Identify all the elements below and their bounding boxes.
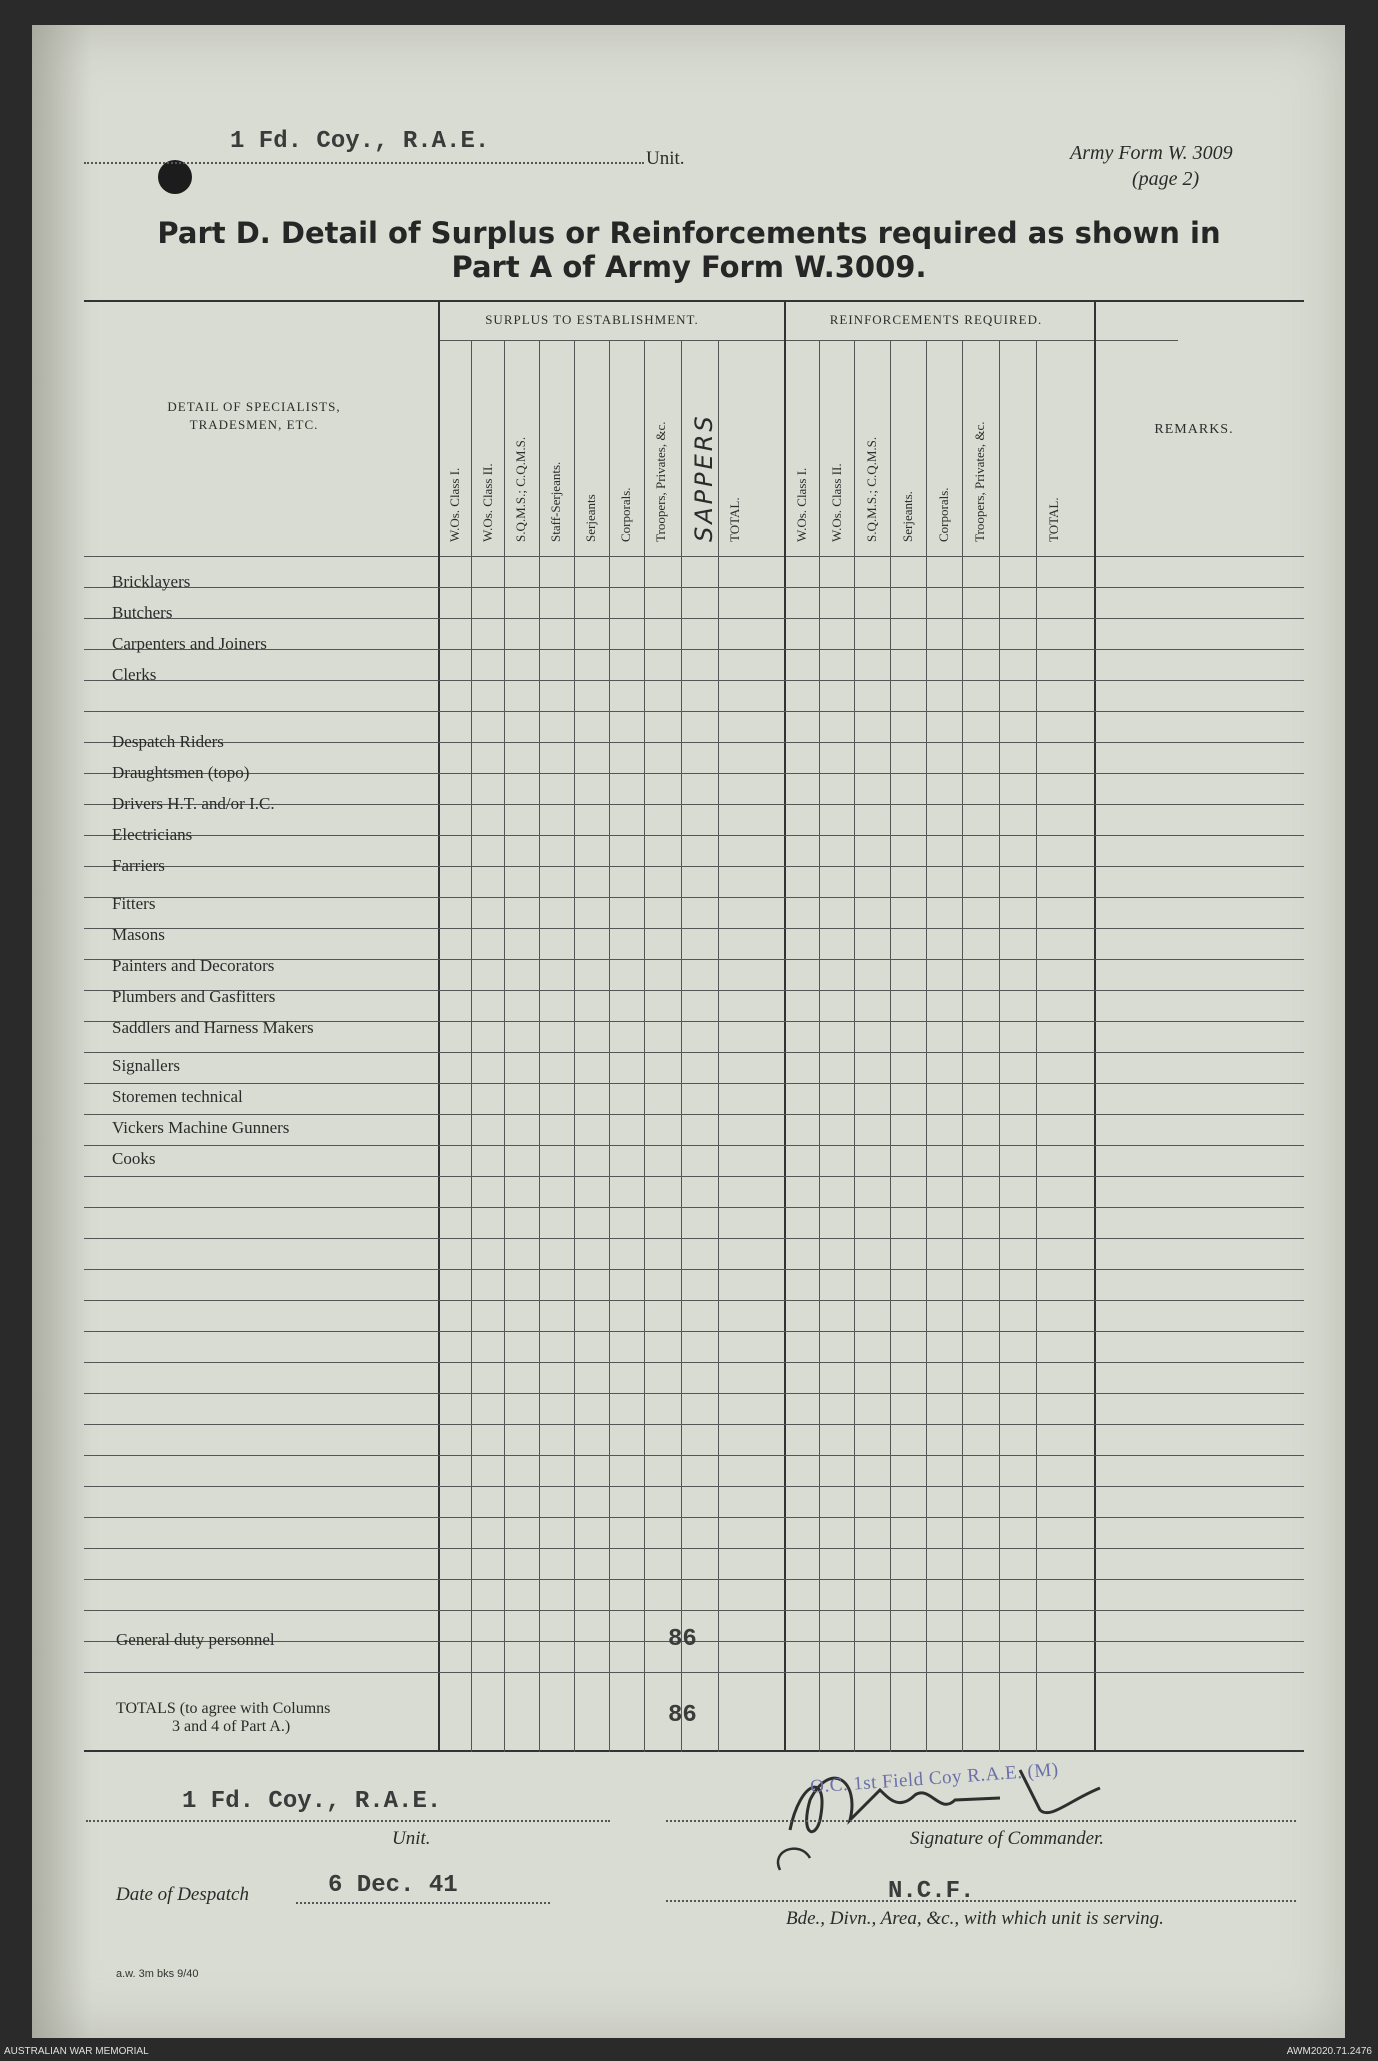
column-divider — [438, 300, 440, 1752]
totals-label-line1: TOTALS (to agree with Columns — [116, 1700, 331, 1717]
reinforcement-column-header: Troopers, Privates, &c. — [972, 421, 987, 542]
footer-unit-label: Unit. — [392, 1828, 431, 1849]
row-line — [84, 1176, 1304, 1177]
column-divider — [1036, 340, 1037, 1752]
signature-label: Signature of Commander. — [910, 1828, 1105, 1849]
commander-signature — [740, 1740, 1120, 1880]
row-label: Carpenters and Joiners — [112, 634, 267, 653]
row-label: Farriers — [112, 856, 165, 875]
surplus-column-header: Corporals. — [618, 487, 633, 542]
row-label: Electricians — [112, 825, 193, 844]
row-label: Bricklayers — [112, 572, 191, 591]
reinforcement-column-header: TOTAL. — [1046, 497, 1061, 542]
row-line — [84, 1548, 1304, 1549]
title-line-2: Part A of Army Form W.3009. — [451, 250, 927, 284]
row-line — [84, 1145, 1304, 1146]
row-line — [84, 835, 1304, 836]
archive-left: AUSTRALIAN WAR MEMORIAL — [4, 2046, 149, 2057]
row-line — [84, 1393, 1304, 1394]
print-code: a.w. 3m bks 9/40 — [116, 1968, 199, 1980]
row-line — [84, 1052, 1304, 1053]
bde-line — [666, 1900, 1296, 1902]
form-name: Army Form W. 3009 — [1070, 142, 1233, 164]
column-divider — [999, 340, 1000, 1752]
unit-label: Unit. — [646, 148, 685, 169]
general-duty-value: 86 — [668, 1626, 697, 1653]
column-divider — [574, 340, 575, 1752]
footer-unit-typed: 1 Fd. Coy., R.A.E. — [182, 1788, 442, 1815]
column-divider — [681, 340, 682, 1752]
row-label: Signallers — [112, 1056, 180, 1075]
group-header-divider — [438, 340, 1178, 341]
archive-right: AWM2020.71.2476 — [1286, 2046, 1372, 2057]
row-line — [84, 928, 1304, 929]
row-label: Plumbers and Gasfitters — [112, 987, 276, 1006]
date-label: Date of Despatch — [116, 1884, 249, 1905]
row-line — [84, 1610, 1304, 1611]
column-divider — [1094, 300, 1096, 1752]
row-label: Storemen technical — [112, 1087, 243, 1106]
column-divider — [539, 340, 540, 1752]
row-label: Clerks — [112, 665, 157, 684]
column-divider — [504, 340, 505, 1752]
row-line — [84, 1331, 1304, 1332]
header-bottom-line — [84, 556, 1304, 557]
row-label: Drivers H.T. and/or I.C. — [112, 794, 275, 813]
row-line — [84, 618, 1304, 619]
surplus-column-header: Serjeants — [583, 494, 598, 542]
row-line — [84, 587, 1304, 588]
row-line — [84, 1579, 1304, 1580]
reinforcement-column-header: W.Os. Class II. — [829, 463, 844, 542]
row-line — [84, 711, 1304, 712]
column-divider — [471, 340, 472, 1752]
row-label: Butchers — [112, 603, 173, 622]
row-label: Fitters — [112, 894, 156, 913]
column-divider — [718, 340, 719, 1752]
surplus-column-header: Staff-Serjeants. — [548, 461, 563, 542]
detail-header: DETAIL OF SPECIALISTS, TRADESMEN, ETC. — [167, 399, 341, 432]
bde-label: Bde., Divn., Area, &c., with which unit is serving. — [786, 1908, 1164, 1929]
date-typed: 6 Dec. 41 — [328, 1872, 458, 1899]
surplus-column-header: S.Q.M.S.; C.Q.M.S. — [513, 436, 528, 542]
row-line — [84, 1362, 1304, 1363]
unit-dotted-line — [84, 162, 644, 164]
column-divider — [819, 340, 820, 1752]
column-divider — [644, 340, 645, 1752]
row-line — [84, 1455, 1304, 1456]
row-label: Vickers Machine Gunners — [112, 1118, 290, 1137]
row-label: Despatch Riders — [112, 732, 224, 751]
reinforcement-column-header: Serjeants. — [900, 491, 915, 542]
column-divider — [609, 340, 610, 1752]
paper-shadow — [32, 25, 92, 2038]
ncf-typed: N.C.F. — [888, 1878, 975, 1905]
row-line — [84, 1238, 1304, 1239]
row-line — [84, 1672, 1304, 1673]
row-label: Masons — [112, 925, 165, 944]
row-line — [84, 1424, 1304, 1425]
column-divider — [926, 340, 927, 1752]
reinforcements-header: REINFORCEMENTS REQUIRED. — [829, 312, 1043, 327]
detail-table — [84, 300, 1304, 1752]
row-line — [84, 742, 1304, 743]
surplus-column-header: W.Os. Class II. — [480, 463, 495, 542]
reinforcement-column-header: Corporals. — [936, 487, 951, 542]
row-line — [84, 1300, 1304, 1301]
row-label: Draughtsmen (topo) — [112, 763, 250, 782]
reinforcement-column-header: S.Q.M.S.; C.Q.M.S. — [864, 436, 879, 542]
column-divider — [784, 300, 786, 1752]
signature-mark — [778, 1849, 810, 1870]
surplus-column-header: W.Os. Class I. — [447, 467, 462, 542]
row-line — [84, 1517, 1304, 1518]
table-top-border — [84, 300, 1304, 302]
totals-label-line2: 3 and 4 of Part A.) — [172, 1718, 291, 1735]
row-line — [84, 649, 1304, 650]
row-line — [84, 866, 1304, 867]
row-line — [84, 773, 1304, 774]
stamp: O.C. 1st Field Coy R.A.E. (M) — [809, 1759, 1060, 1798]
row-line — [84, 1207, 1304, 1208]
surplus-column-header: SAPPERS — [690, 413, 718, 542]
unit-typed: 1 Fd. Coy., R.A.E. — [230, 128, 490, 155]
row-line — [84, 897, 1304, 898]
row-line — [84, 1269, 1304, 1270]
row-line — [84, 1114, 1304, 1115]
column-divider — [890, 340, 891, 1752]
table-bottom-border — [84, 1750, 1304, 1752]
reinforcement-column-header: W.Os. Class I. — [794, 467, 809, 542]
row-line — [84, 1083, 1304, 1084]
surplus-column-header: Troopers, Privates, &c. — [653, 421, 668, 542]
title-line-1: Part D. Detail of Surplus or Reinforcements required as shown in — [157, 216, 1221, 250]
signature-line — [666, 1820, 1296, 1822]
row-label: Painters and Decorators — [112, 956, 275, 975]
row-line — [84, 680, 1304, 681]
totals-value: 86 — [668, 1702, 697, 1729]
date-line — [296, 1902, 550, 1904]
surplus-column-header: TOTAL. — [727, 497, 742, 542]
footer-unit-line — [86, 1820, 610, 1822]
remarks-header: REMARKS. — [1154, 422, 1234, 437]
column-divider — [962, 340, 963, 1752]
row-label: Saddlers and Harness Makers — [112, 1018, 314, 1037]
column-divider — [854, 340, 855, 1752]
form-page: (page 2) — [1132, 168, 1200, 190]
general-duty-label: General duty personnel — [116, 1630, 275, 1649]
surplus-header: SURPLUS TO ESTABLISHMENT. — [485, 312, 699, 327]
row-line — [84, 1486, 1304, 1487]
punch-hole — [158, 160, 192, 194]
row-label: Cooks — [112, 1149, 156, 1168]
